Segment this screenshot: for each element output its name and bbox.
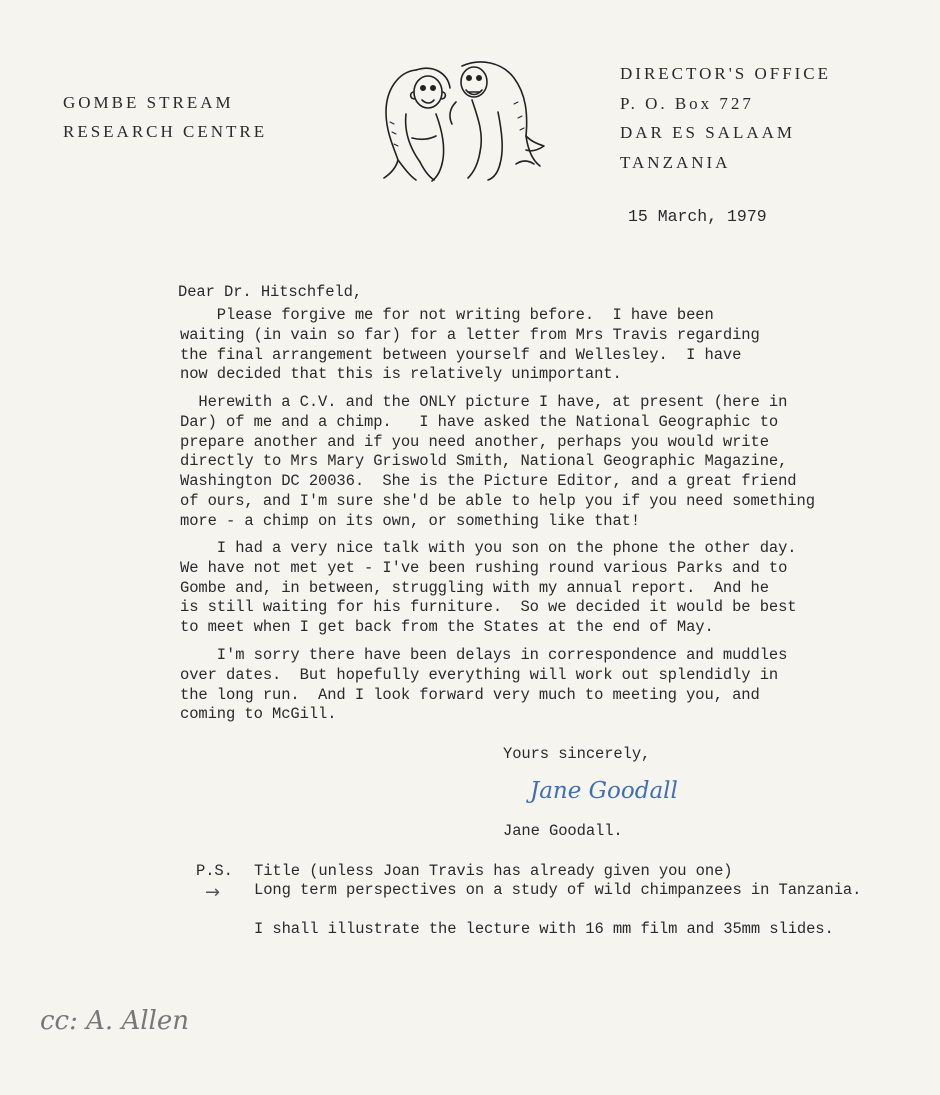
paragraph-line: the final arrangement between yourself and Wellesley. I have — [180, 345, 742, 364]
paragraph-2 — [180, 393, 880, 532]
closing: Yours sincerely, — [503, 745, 651, 763]
postscript-label: P.S. — [196, 862, 233, 880]
paragraph-line: coming to McGill. — [180, 705, 337, 724]
paragraph-line: to meet when I get back from the States at the end of May. — [180, 618, 714, 637]
paragraph-line: waiting (in vain so far) for a letter from Mrs Travis regarding — [180, 325, 760, 344]
paragraph-line: directly to Mrs Mary Griswold Smith, National Geographic Magazine, — [180, 452, 788, 471]
paragraph-line: We have not met yet - I've been rushing round various Parks and to — [180, 558, 788, 577]
paragraph-line: over dates. But hopefully everything will work out splendidly in — [180, 665, 779, 684]
paragraph-1 — [180, 306, 880, 385]
organization-line-2: RESEARCH CENTRE — [63, 122, 268, 141]
two-chimpanzees-icon — [376, 52, 548, 184]
paragraph-line: the long run. And I look forward very much to meeting you, and — [180, 685, 760, 704]
paragraph-line: I'm sorry there have been delays in correspondence and muddles — [180, 646, 788, 664]
letterhead-organization — [63, 88, 267, 146]
paragraph-line: of ours, and I'm sure she'd be able to help you if you need something — [180, 491, 815, 510]
letterhead-office-address — [620, 59, 831, 177]
postscript-line-3: I shall illustrate the lecture with 16 mm film and 35mm slides. — [254, 920, 834, 938]
office-line-4: TANZANIA — [620, 152, 731, 172]
paragraph-line: now decided that this is relatively unimportant. — [180, 365, 622, 384]
postscript-line-2: Long term perspectives on a study of wild chimpanzees in Tanzania. — [254, 881, 862, 899]
paragraph-3 — [180, 539, 880, 638]
paragraph-line: Gombe and, in between, struggling with my annual report. And he — [180, 578, 769, 597]
salutation: Dear Dr. Hitschfeld, — [178, 283, 363, 301]
signer-name: Jane Goodall. — [503, 822, 623, 840]
letter-date: 15 March, 1979 — [628, 207, 767, 226]
office-line-2: P. O. Box 727 — [620, 93, 754, 113]
handwritten-cc-note: cc: A. Allen — [40, 1006, 189, 1036]
organization-line-1: GOMBE STREAM — [63, 93, 234, 112]
postscript-line-1: Title (unless Joan Travis has already given you one) — [254, 862, 733, 880]
hand-drawn-arrow-icon: → — [205, 882, 221, 903]
paragraph-line: Herewith a C.V. and the ONLY picture I have, at present (here in — [180, 393, 788, 411]
paragraph-4 — [180, 646, 880, 725]
office-line-1: DIRECTOR'S OFFICE — [620, 64, 832, 83]
paragraph-line: prepare another and if you need another, perhaps you would write — [180, 432, 769, 451]
paragraph-line: is still waiting for his furniture. So we decided it would be best — [180, 598, 797, 617]
paragraph-line: Washington DC 20036. She is the Picture Editor, and a great friend — [180, 472, 797, 491]
paragraph-line: I had a very nice talk with you son on the phone the other day. — [180, 539, 797, 557]
paragraph-line: Dar) of me and a chimp. I have asked the National Geographic to — [180, 412, 779, 431]
paragraph-line: Please forgive me for not writing before. I have been — [180, 306, 714, 324]
handwritten-signature: Jane Goodall — [530, 778, 678, 804]
paragraph-line: more - a chimp on its own, or something like that! — [180, 511, 641, 530]
office-line-3: DAR ES SALAAM — [620, 123, 796, 142]
